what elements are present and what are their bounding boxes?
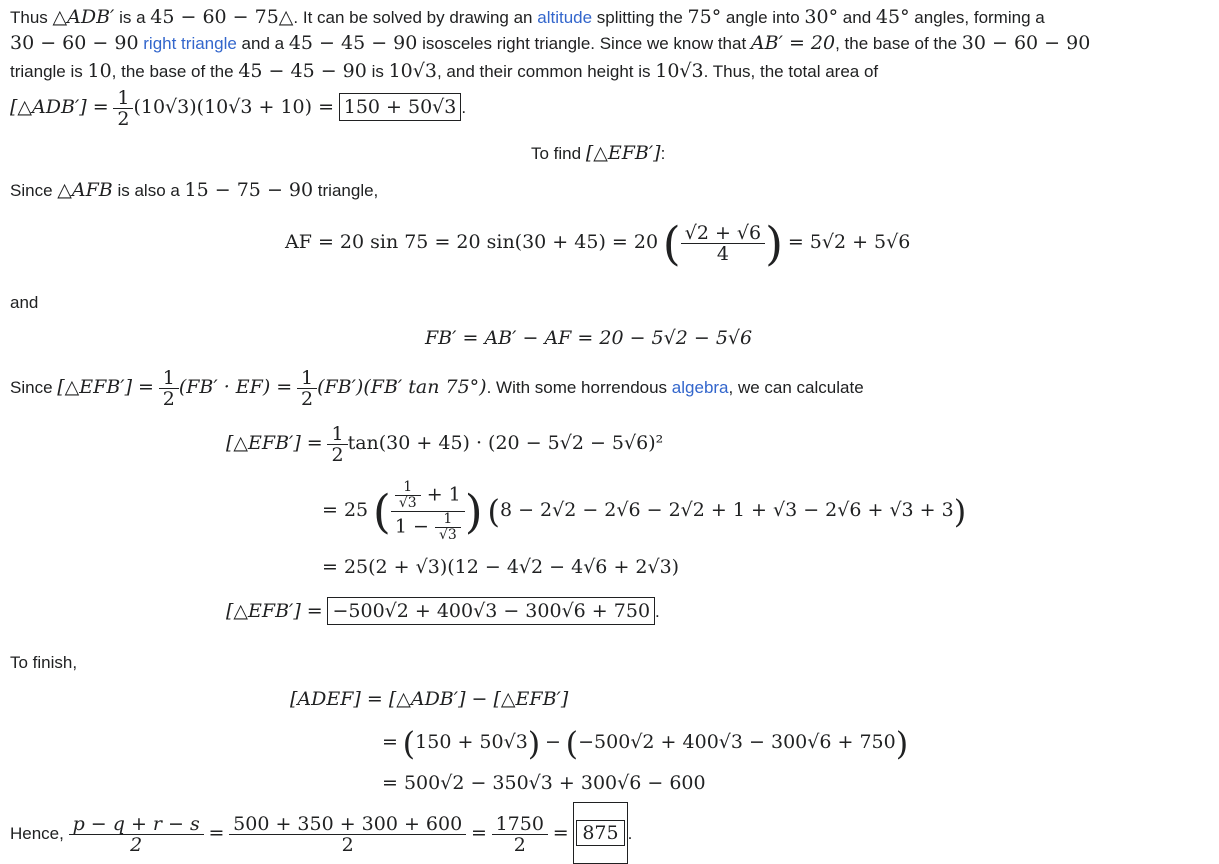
and-text: and xyxy=(10,293,39,312)
algebra-link[interactable]: algebra xyxy=(671,378,729,397)
area-adb-equation: [△ADB′] = $\frac{1}{2}$ (10√3)(10√3 + 10) = 150 + 50√3 . xyxy=(10,87,467,131)
boxed-area-adb: 150 + 50√3 xyxy=(339,93,462,121)
finish-line2: = (150 + 50√3) − (−500√2 + 400√3 − 300√6 + 750) xyxy=(382,724,909,763)
hence-line: Hence, $\frac{p - q + r - s}{2}$ = $\frac{500 + 350 + 300 + 600}{2}$ = $\frac{1750}{2}$ = 875 . xyxy=(10,802,632,864)
fraction-af: $\frac{√2 + √6}{4}$ xyxy=(683,223,763,264)
tan-fraction: $\frac{1}{√3}$ + 1 1 − $\frac{1}{√3}$ xyxy=(393,480,463,543)
to-finish-text: To finish, xyxy=(10,653,78,672)
para1-line3: triangle is 10, the base of the 45 − 45 − 90 is 10√3, and their common height is 10√3. Thus, the total area of xyxy=(10,60,879,82)
to-find-heading: To find [△EFB′]: xyxy=(531,142,666,164)
boxed-area-efb: −500√2 + 400√3 − 300√6 + 750 xyxy=(327,597,655,625)
para1-line2: 30 − 60 − 90 right triangle and a 45 − 45 − 90 isosceles right triangle. Since we know that AB′ = 20, the base of the 30 − 60 − 90 xyxy=(10,32,1091,54)
finish-line3: = 500√2 − 350√3 + 300√6 − 600 xyxy=(382,772,706,794)
since-efb-line: Since [△EFB′] = $\frac{1}{2}$ (FB′ · EF) = $\frac{1}{2}$ (FB′)(FB′ tan 75°). With some horrendous algebra, we can calculate xyxy=(10,367,864,411)
calc-line2: = 25 ( $\frac{1}{√3}$ + 1 1 − $\frac{1}{√3}$ ) (8 − 2√2 − 2√6 − 2√2 + 1 + √3 − 2√6 + √3 + 3) xyxy=(322,479,967,544)
fb-equation: FB′ = AB′ − AF = 20 − 5√2 − 5√6 xyxy=(425,327,753,349)
af-equation: AF = 20 sin 75 = 20 sin(30 + 45) = 20 ( $\frac{√2 + √6}{4}$ ) = 5√2 + 5√6 xyxy=(285,216,911,271)
final-answer-box: 875 xyxy=(573,802,627,864)
right-triangle-link[interactable]: right triangle xyxy=(143,34,237,53)
finish-line1: [ADEF] = [△ADB′] − [△EFB′] xyxy=(290,688,569,710)
calc-line3: = 25(2 + √3)(12 − 4√2 − 4√6 + 2√3) xyxy=(322,556,680,578)
fraction-half: $\frac{1}{2}$ xyxy=(115,88,131,129)
since-afb-line: Since △AFB is also a 15 − 75 − 90 triangle, xyxy=(10,179,379,201)
calc-line1: [△EFB′] = $\frac{1}{2}$ tan(30 + 45) · (20 − 5√2 − 5√6)² xyxy=(226,423,664,467)
para1-line1: Thus △ADB′ is a 45 − 60 − 75△. It can be solved by drawing an altitude splitting the 75° angle into 30° and 45° angles, forming a xyxy=(10,6,1045,28)
calc-line4: [△EFB′] = −500√2 + 400√3 − 300√6 + 750 . xyxy=(226,596,660,627)
altitude-link[interactable]: altitude xyxy=(537,8,593,27)
